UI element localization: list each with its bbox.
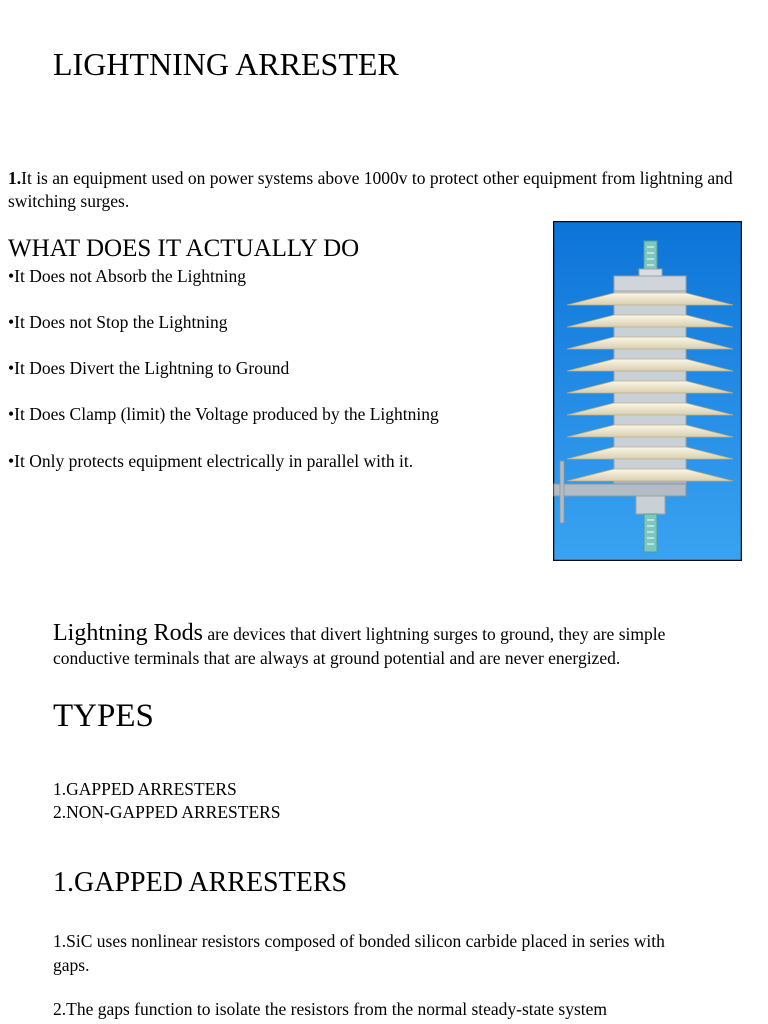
bullet-item: •It Does Clamp (limit) the Voltage produced by the Lightning [8,404,439,424]
types-heading: TYPES [53,698,154,734]
bullet-item: •It Does not Stop the Lightning [8,312,228,332]
intro-text: It is an equipment used on power systems above 1000v to protect other equipment from lightning and switching surges. [8,168,733,211]
page-title: LIGHTNING ARRESTER [53,46,399,82]
gapped-point: 2.The gaps function to isolate the resistors from the normal steady-state system [53,999,608,1019]
lightning-arrester-illustration [553,221,742,561]
bullet-item: •It Does not Absorb the Lightning [8,266,246,286]
type-item: 2.NON-GAPPED ARRESTERS [53,802,281,822]
intro-paragraph [8,167,748,213]
lightning-rods-text: are devices that divert lightning surges to ground, they are simple conductive terminals that are always at ground potential and are never energized. [53,624,666,668]
what-heading: WHAT DOES IT ACTUALLY DO [8,235,360,262]
type-item: 1.GAPPED ARRESTERS [53,779,237,799]
gapped-point: 1.SiC uses nonlinear resistors composed of bonded silicon carbide placed in series with gaps. [53,931,665,975]
bullet-item: •It Does Divert the Lightning to Ground [8,358,290,378]
lightning-rods-paragraph [53,621,703,670]
bullet-item: •It Only protects equipment electrically in parallel with it. [8,451,414,471]
gapped-arresters-heading: 1.GAPPED ARRESTERS [53,867,348,898]
lightning-rods-term: Lightning Rods [53,620,204,646]
intro-number: 1. [8,168,22,188]
